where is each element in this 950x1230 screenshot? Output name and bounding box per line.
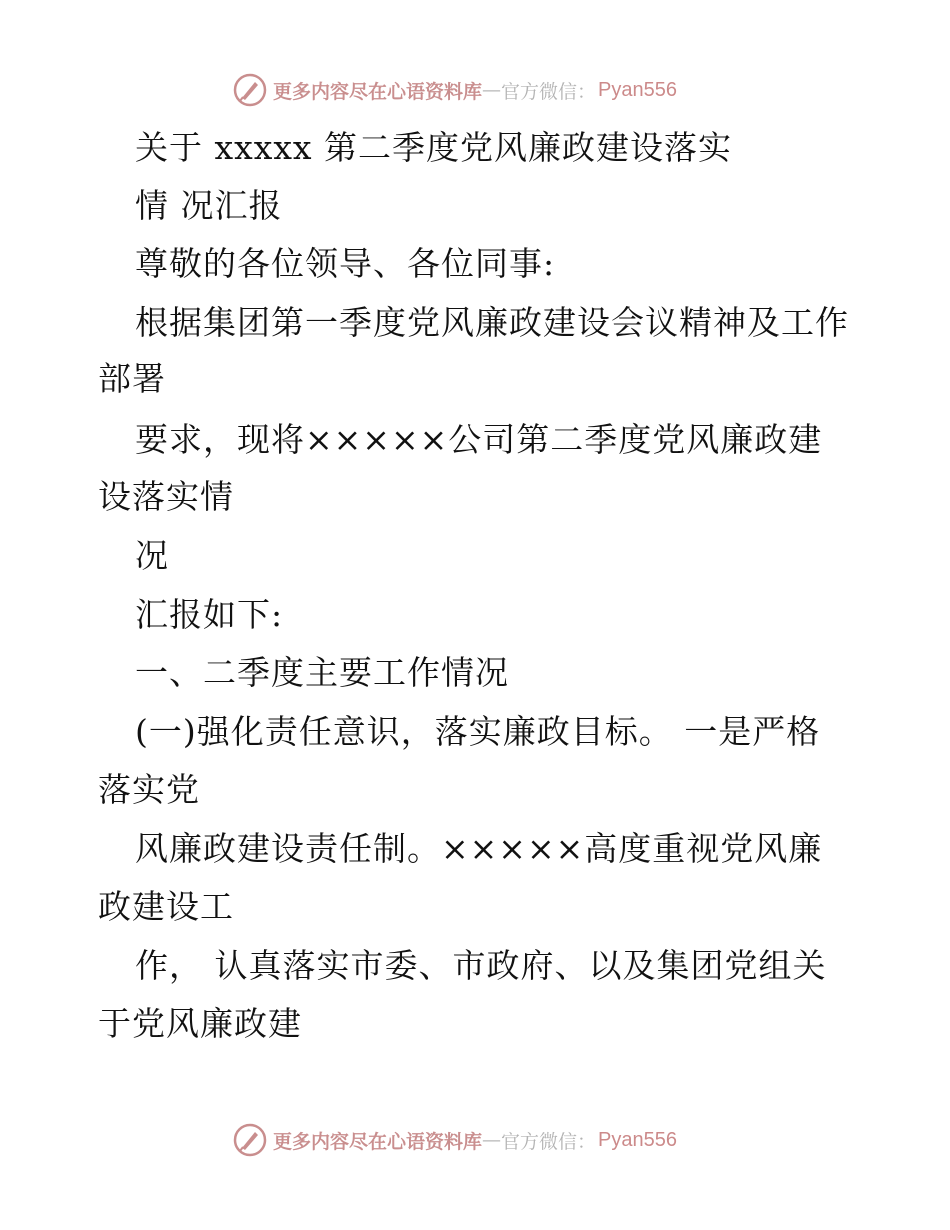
- doc-paragraph-line: 于党风廉政建: [98, 1004, 302, 1043]
- quill-pen-logo-icon: [233, 73, 267, 107]
- doc-subsection-heading: (一)强化责任意识，落实廉政目标。 一是严格: [135, 712, 821, 751]
- doc-paragraph-line: 政建设工: [98, 887, 234, 926]
- doc-section-heading: 一、二季度主要工作情况: [135, 653, 509, 692]
- doc-paragraph-line: 风廉政建设责任制。×××××高度重视党风廉: [135, 829, 823, 868]
- watermark-text: 更多内容尽在心语资料库: [273, 1130, 483, 1153]
- doc-salutation: 尊敬的各位领导、各位同事:: [135, 244, 556, 283]
- doc-paragraph-line: 设落实情: [98, 477, 234, 516]
- quill-pen-logo-icon: [233, 1123, 267, 1157]
- doc-title-line-1: 关于 xxxxx 第二季度党风廉政建设落实: [135, 128, 733, 167]
- watermark-official-label: 官方微信：: [501, 1130, 597, 1153]
- watermark-dash: —: [482, 1129, 502, 1151]
- doc-paragraph-line: 要求，现将×××××公司第二季度党风廉政建: [135, 420, 823, 459]
- doc-paragraph-line: 落实党: [98, 770, 200, 809]
- doc-paragraph-line: 作， 认真落实市委、市政府、以及集团党组关: [135, 946, 827, 985]
- watermark-official-label: 官方微信：: [501, 80, 597, 103]
- doc-paragraph-line: 根据集团第一季度党风廉政建设会议精神及工作: [135, 303, 849, 342]
- watermark-text: 更多内容尽在心语资料库: [273, 80, 483, 103]
- doc-paragraph-line: 部署: [98, 359, 166, 398]
- watermark-dash: —: [482, 79, 502, 101]
- doc-paragraph-line: 况: [135, 536, 169, 575]
- doc-paragraph-line: 汇报如下:: [135, 595, 284, 634]
- watermark-wechat-id: Pyan556: [598, 1128, 677, 1151]
- watermark-wechat-id: Pyan556: [598, 78, 677, 101]
- watermark-header: [233, 72, 677, 108]
- doc-title-line-2: 情 况汇报: [135, 186, 283, 225]
- watermark-footer: [233, 1122, 677, 1158]
